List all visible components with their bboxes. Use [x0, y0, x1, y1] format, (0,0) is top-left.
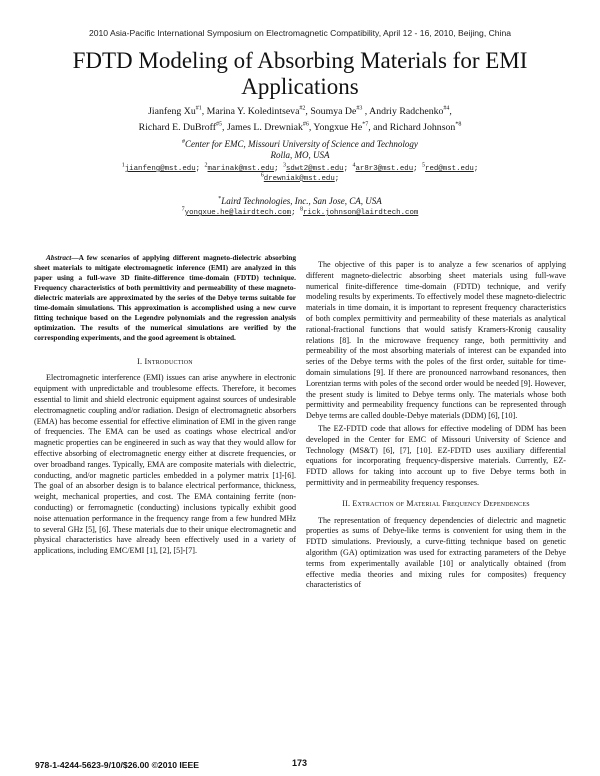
section-title: Introduction: [144, 356, 193, 366]
section-numeral: I.: [137, 356, 143, 366]
abstract-text: —A few scenarios of applying different magneto-dielectric absorbing sheet materials to mitigate electromagnetic inference (EMI) are analyzed in this paper using a full-wave 3D finite-difference time-domain (FDTD) technique. Frequency characteristics of both permittivity and permeability of these magneto-dielectric materials are approximated by the series of the Debye terms suitable for time-domain simulations. This approximation is accomplished using a new curve fitting technique based on the Legendre polynomials and the regression analysis optimization. The results of the numerical simulations are verified by the corresponding experiments, and the good agreement is obtained.: [34, 253, 296, 342]
email-link[interactable]: yongxue.he@lairdtech.com: [184, 209, 292, 217]
email-sup: 3: [282, 162, 286, 169]
affiliation-marker: #: [182, 139, 186, 145]
paper-title: FDTD Modeling of Absorbing Materials for EMI Applications: [72, 48, 528, 99]
affiliation-name: Laird Technologies, Inc., San Jose, CA, USA: [221, 196, 382, 206]
email-link[interactable]: rick.johnson@lairdtech.com: [303, 209, 419, 217]
affiliation-1: [40, 139, 560, 161]
affiliation-location: Rolla, MO, USA: [270, 150, 330, 160]
footer-isbn: 978-1-4244-5623-9/10/$26.00 ©2010 IEEE: [35, 760, 200, 770]
affiliation-name: Center for EMC, Missouri University of Science and Technology: [185, 139, 418, 149]
email-link[interactable]: ar8r3@mst.edu: [355, 165, 414, 173]
left-column: [34, 253, 296, 557]
email-link[interactable]: red@mst.edu: [425, 165, 474, 173]
author-name: Marina Y. Koledintseva: [206, 106, 300, 117]
author-sup: #6: [302, 121, 309, 128]
author-sup: #3: [356, 105, 363, 112]
abstract: [34, 253, 296, 343]
author-line-2: Richard E. DuBroff$^{\#5}$, James L. Drewniak$^{\#6}$, Yongxue He$^{*7}$, and Richard Johnson$^{*8}$: [138, 121, 462, 133]
objective-paragraph: The objective of this paper is to analyze a few scenarios of applying different magneto-dielectric absorbing sheet materials using full-wave numerical finite-difference time-domain (FDTD) technique, and verify modeling results by experiments. To effectively model these magneto-dielectric materials in time domain, it is important to represent frequency characteristics of both complex permittivity and permeability of these materials as analytical rational-fractional functions that would satisfy Kramers-Kronig causality relations [8]. In the microwave frequency range, both permittivity and permeability of the most absorbing materials of interest can be expanded into series of the Debye terms with the poles of the first order, suitable for time-domain simulations [9]. If there are pronounced narrowband resonances, then Lorentzian terms with poles of the second order would be needed [9]. However, the present study is limited to Debye terms only. The materials whose both permittivity and permeability frequency functions can be represented through Debye terms are called double-Debye materials (DDM) [6], [10].: [306, 260, 566, 421]
email-sup: 4: [352, 162, 356, 169]
email-link[interactable]: sdwt2@mst.edu: [285, 165, 344, 173]
author-name: Andriy Radchenko: [369, 106, 444, 117]
page-number: 173: [292, 758, 308, 768]
email-sup: 1: [121, 162, 125, 169]
extraction-paragraph: The representation of frequency dependencies of dielectric and magnetic properties as sums of Debye-like terms is convenient for using them in the FDTD simulations. Previously, a curve-fitting technique based on genetic algorithm (GA) optimization was used for extracting parameters of the Debye terms from experimentally available [10] or analytically obtained (from effective media theories and mixing rules for composites) frequency characteristics of: [306, 515, 566, 590]
email-sup: 2: [204, 162, 208, 169]
author-name: Jianfeng Xu: [148, 106, 196, 117]
author-sup: #5: [216, 121, 223, 128]
section-2-heading: [306, 499, 566, 510]
email-sup: 5: [422, 162, 426, 169]
section-1-heading: [34, 357, 296, 368]
author-name: Richard Johnson: [389, 122, 456, 133]
affiliation-2-emails: $^7$yongxue.he@lairdtech.com; $^8$rick.johnson@lairdtech.com: [181, 206, 419, 217]
email-sup: 7: [181, 206, 185, 213]
abstract-lead: Abstract: [46, 253, 72, 262]
ezfdtd-paragraph: The EZ-FDTD code that allows for effective modeling of DDM has been developed in the Center for EMC of Missouri University of Science and Technology (MS&T) [6], [7], [10]. EZ-FDTD uses auxiliary differential equations for incorporating frequency-dispersive materials. Currently, EZ-FDTD allows for taking into account up to five Debye terms both in permittivity and in permeability frequency responses.: [306, 423, 566, 487]
author-sup: *8: [455, 121, 462, 128]
affiliation-1-emails: $^1$jianfeng@mst.edu; $^2$marinak@mst.edu; $^3$sdwt2@mst.edu; $^4$ar8r3@mst.edu; $^5$red@mst.edu; $^6$drewniak@mst.edu;: [121, 162, 479, 183]
author-name: Richard E. DuBroff: [138, 122, 217, 133]
author-name: James L. Drewniak: [226, 122, 303, 133]
author-name: Yongxue He: [313, 122, 363, 133]
conference-header: 2010 Asia-Pacific International Symposium on Electromagnetic Compatibility, April 12 - 16, 2010, Beijing, China: [88, 28, 512, 38]
email-sup: 6: [260, 172, 264, 179]
right-column: [306, 260, 566, 591]
author-name: Soumya De: [310, 106, 357, 117]
email-link[interactable]: jianfeng@mst.edu: [124, 165, 196, 173]
author-sup: #1: [195, 105, 202, 112]
author-sup: #2: [299, 105, 306, 112]
email-link[interactable]: marinak@mst.edu: [207, 165, 275, 173]
affiliation-2: [40, 196, 560, 207]
author-sup: *7: [362, 121, 369, 128]
section-numeral: II.: [342, 498, 351, 508]
section-title: Extraction of Material Frequency Dependences: [352, 498, 530, 508]
author-list: [40, 104, 560, 136]
intro-paragraph: Electromagnetic interference (EMI) issues can arise anywhere in electronic equipment with unpredictable and troublesome effects. Therefore, it becomes essential to limit and shield electronic equipment against sources of undesirable electromagnetic coupling and/or radiation. Design of electromagnetic absorbers (EMA) has become essential for effective elimination of EMI in the given range of frequencies. The EMA can be used as coatings whose electrical and/or magnetic properties can be engineered in such as way that they would allow for effective absorbing of electromagnetic energy either at discrete frequencies, or over broadband ranges. Typically, EMA are composite materials with dielectric, conducting, and/or magnetic particles embedded in a polymer matrix [1]-[6]. The goal of an absorber design is to balance electrical performance, thickness, weight, mechanical properties, and cost. The EMA containing ferrite (non-conducting) or ferromagnetic (conducting) inclusions typically exhibit good noise attenuation performance in the frequency range from a few hundred MHz to several GHz [5], [6]. These materials due to their unique electromagnetic and physical characteristics have already been effectively used in a variety of applications, including EMC/EMI [1], [2], [5]-[7].: [34, 373, 296, 556]
email-link[interactable]: drewniak@mst.edu: [263, 174, 335, 183]
email-sup: 8: [300, 206, 303, 213]
author-line-1: Jianfeng Xu$^{\#1}$, Marina Y. Koledintseva$^{\#2}$, Soumya De$^{\#3}$ , Andriy Radchenko$^{\#4}$,: [148, 105, 452, 117]
affiliation-marker: *: [218, 196, 222, 202]
author-sup: #4: [443, 105, 450, 112]
